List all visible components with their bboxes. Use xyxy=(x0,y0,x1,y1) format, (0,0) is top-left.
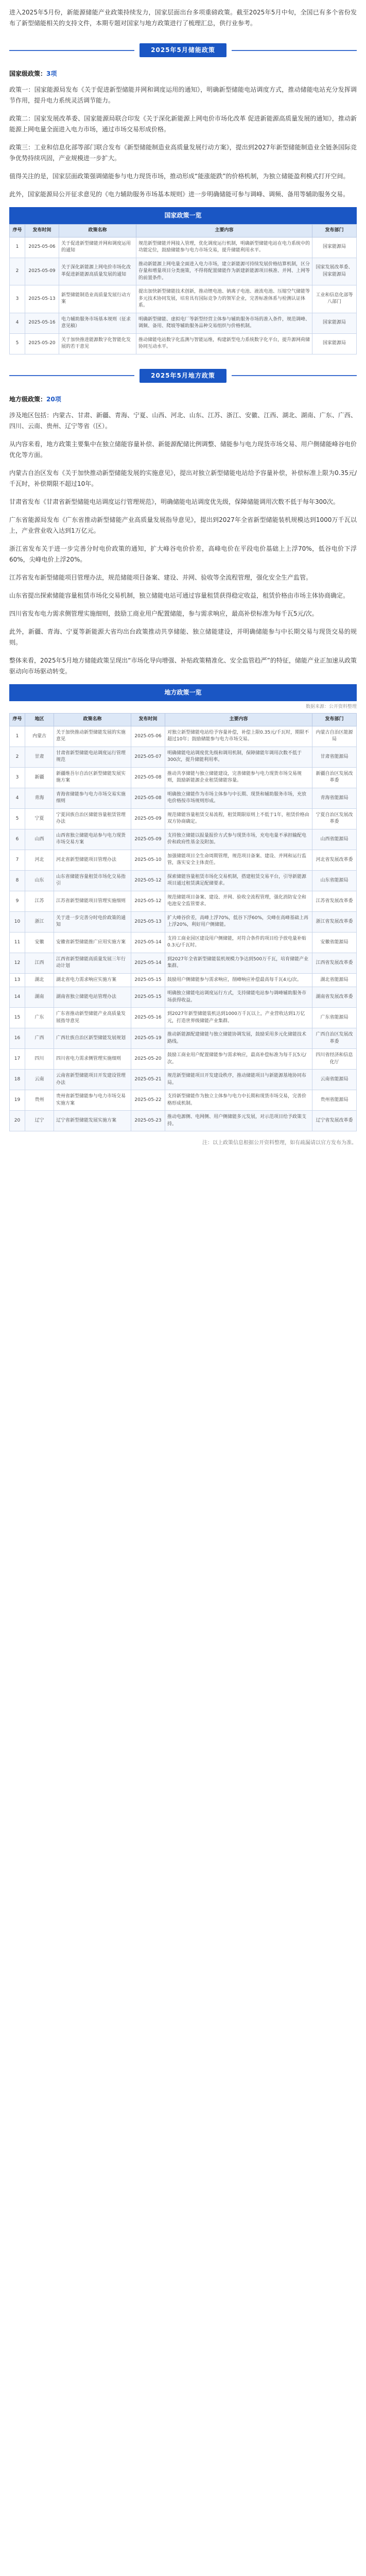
table-cell: 广东省能源局 xyxy=(312,1008,357,1028)
table-cell: 江西 xyxy=(25,953,54,973)
table-cell: 2025-05-12 xyxy=(131,891,165,911)
table-cell: 支持独立储能以报量报价方式参与现货市场，充电电量不承担输配电价和政府性基金及附加。 xyxy=(165,829,312,850)
table-cell: 支持新型储能作为独立主体参与电力中长期和现货市场交易，完善价格形成机制。 xyxy=(165,1090,312,1111)
divider xyxy=(232,50,357,51)
table-cell: 2025-05-23 xyxy=(131,1111,165,1131)
table-row xyxy=(10,258,357,285)
table-cell: 新疆 xyxy=(25,767,54,788)
table-cell: 安徽 xyxy=(25,932,54,953)
local-table-title: 地方政策一览 xyxy=(9,684,357,701)
table-cell: 2025-05-08 xyxy=(131,767,165,788)
national-policy-table xyxy=(9,224,357,354)
table-cell: 宁夏回族自治区储能容量租赁管理办法 xyxy=(54,808,131,829)
table-row xyxy=(10,808,357,829)
national-policy-count: 国家级政策：3项 xyxy=(9,70,57,77)
body-paragraph: 政策三：工业和信息化部等部门联合发布《新型储能制造业高质量发展行动方案》，提出到2027年新型储能制造业全链条国际竞争优势持续巩固，产业规模进一步扩大。 xyxy=(9,144,357,162)
body-paragraph: 广东省能源局发布《广东省推动新型储能产业高质量发展指导意见》，提出到2027年全省新型储能装机规模达到1000万千瓦以上，产业营业收入达到1万亿元。 xyxy=(9,516,357,534)
table-cell: 探索储能容量租赁市场化交易机制，搭建租赁交易平台，引导新能源项目通过租赁满足配储要求。 xyxy=(165,870,312,891)
table-cell: 辽宁 xyxy=(25,1111,54,1131)
table-cell: 支持工商业园区建设用户侧储能，对符合条件的项目给予放电量补贴0.3元/千瓦时。 xyxy=(165,932,312,953)
table-row xyxy=(10,237,357,258)
table-cell: 2025-05-20 xyxy=(131,1049,165,1070)
table-cell: 关于加快推动新型储能发展的实施意见 xyxy=(54,726,131,747)
table-cell: 13 xyxy=(10,973,25,987)
table-cell: 加强储能项目全生命周期管理，规范项目备案、建设、并网和运行监管，落实安全主体责任。 xyxy=(165,850,312,870)
table-cell: 国家能源局 xyxy=(312,333,357,354)
table-cell: 关于深化新能源上网电价市场化改革促进新能源高质量发展的通知 xyxy=(59,258,136,285)
column-header: 主要内容 xyxy=(165,714,312,726)
table-row xyxy=(10,1111,357,1131)
table-row xyxy=(10,1049,357,1070)
table-row xyxy=(10,1028,357,1049)
table-cell: 2025-05-19 xyxy=(131,1028,165,1049)
table-cell: 青海省能源局 xyxy=(312,788,357,808)
table-cell: 浙江省发展改革委 xyxy=(312,911,357,932)
table-cell: 湖南 xyxy=(25,987,54,1008)
table-cell: 甘肃 xyxy=(25,747,54,767)
table-cell: 4 xyxy=(10,313,25,333)
table-row xyxy=(10,987,357,1008)
table-row xyxy=(10,932,357,953)
table-cell: 到2027年全省新型储能装机规模力争达到500万千瓦，培育储能产业集群。 xyxy=(165,953,312,973)
table-cell: 江西省新型储能高质量发展三年行动计划 xyxy=(54,953,131,973)
table-cell: 贵州省能源局 xyxy=(312,1090,357,1111)
table-row xyxy=(10,973,357,987)
table-cell: 湖南省发展改革委 xyxy=(312,987,357,1008)
table-cell: 电力辅助服务市场基本规则（征求意见稿） xyxy=(59,313,136,333)
table-row xyxy=(10,1008,357,1028)
table-cell: 3 xyxy=(10,767,25,788)
table-cell: 2025-05-15 xyxy=(131,973,165,987)
table-cell: 鼓励用户侧储能参与需求响应，削峰响应补偿最高每千瓦4元/次。 xyxy=(165,973,312,987)
table-cell: 10 xyxy=(10,911,25,932)
table-cell: 2025-05-20 xyxy=(25,333,59,354)
table-cell: 2025-05-15 xyxy=(131,987,165,1008)
body-paragraph: 甘肃省发布《甘肃省新型储能电站调度运行管理规范》，明确储能电站调度优先级，保障储能调用次数不低于每年300次。 xyxy=(9,498,339,505)
table-cell: 河北省发展改革委 xyxy=(312,850,357,870)
section-title: 2025年5月储能政策 xyxy=(140,43,226,57)
table-cell: 广西壮族自治区新型储能发展规划 xyxy=(54,1028,131,1049)
table-cell: 2 xyxy=(10,747,25,767)
table-row xyxy=(10,911,357,932)
table-cell: 四川 xyxy=(25,1049,54,1070)
table-cell: 内蒙古自治区能源局 xyxy=(312,726,357,747)
table-cell: 1 xyxy=(10,237,25,258)
table-cell: 5 xyxy=(10,808,25,829)
table-cell: 新型储能制造业高质量发展行动方案 xyxy=(59,285,136,313)
table-cell: 5 xyxy=(10,333,25,354)
table-cell: 四川省经济和信息化厅 xyxy=(312,1049,357,1070)
table-row xyxy=(10,313,357,333)
table-cell: 山东省储能容量租赁市场化交易指引 xyxy=(54,870,131,891)
table-cell: 山东省能源局 xyxy=(312,870,357,891)
table-row xyxy=(10,747,357,767)
table-row xyxy=(10,953,357,973)
table-cell: 明确新型储能、虚拟电厂等新型经营主体参与辅助服务市场的准入条件，规范调峰、调频、备用、爬坡等辅助服务品种交易组织与价格机制。 xyxy=(136,313,312,333)
table-cell: 山东 xyxy=(25,870,54,891)
table-row xyxy=(10,788,357,808)
local-policy-table xyxy=(9,713,357,1131)
section-title-band xyxy=(9,43,357,57)
table-cell: 江苏省发展改革委 xyxy=(312,891,357,911)
table-cell: 2025-05-16 xyxy=(25,313,59,333)
table-cell: 2025-05-09 xyxy=(131,808,165,829)
body-paragraph: 整体来看，2025年5月地方储能政策呈现出“市场化导向增强、补贴政策精准化、安全监管趋严”的特征，储能产业正加速从政策驱动向市场驱动转变。 xyxy=(9,656,357,675)
table-cell: 6 xyxy=(10,829,25,850)
table-cell: 11 xyxy=(10,932,25,953)
table-cell: 关于加快推进能源数字化智能化发展的若干意见 xyxy=(59,333,136,354)
table-header-row xyxy=(10,225,357,238)
column-header: 发布时间 xyxy=(131,714,165,726)
table-cell: 辽宁省发展改革委 xyxy=(312,1111,357,1131)
table-cell: 2025-05-16 xyxy=(131,1008,165,1028)
table-cell: 云南省新型储能项目开发建设管理办法 xyxy=(54,1070,131,1090)
table-cell: 广西 xyxy=(25,1028,54,1049)
column-header: 发布部门 xyxy=(312,714,357,726)
table-source: 数据来源：公开资料整理 xyxy=(305,704,357,709)
table-cell: 山西省独立储能电站参与电力现货市场交易方案 xyxy=(54,829,131,850)
table-cell: 新疆维吾尔自治区新型储能发展实施方案 xyxy=(54,767,131,788)
column-header: 政策名称 xyxy=(54,714,131,726)
table-cell: 明确独立储能作为市场主体参与中长期、现货和辅助服务市场，充放电价格按市场规则形成。 xyxy=(165,788,312,808)
body-paragraph: 从内容来看，地方政策主要集中在独立储能容量补偿、新能源配储比例调整、储能参与电力现货市场交易、用户侧储能峰谷电价优化等方面。 xyxy=(9,440,357,459)
table-cell: 2025-05-13 xyxy=(25,285,59,313)
table-cell: 2025-05-06 xyxy=(131,726,165,747)
table-cell: 辽宁省新型储能发展实施方案 xyxy=(54,1111,131,1131)
table-cell: 12 xyxy=(10,953,25,973)
column-header: 政策名称 xyxy=(59,225,136,238)
table-cell: 关于促进新型储能并网和调度运用的通知 xyxy=(59,237,136,258)
table-row xyxy=(10,333,357,354)
table-cell: 扩大峰谷价差，高峰上浮70%，低谷下浮60%，尖峰在高峰基础上再上浮20%，利好用户侧储能。 xyxy=(165,911,312,932)
table-cell: 云南省能源局 xyxy=(312,1070,357,1090)
section-title: 2025年5月地方政策 xyxy=(140,369,226,383)
divider xyxy=(9,375,134,376)
table-cell: 浙江 xyxy=(25,911,54,932)
footer-note: 注：以上政策信息根据公开资料整理，如有疏漏请以官方发布为准。 xyxy=(202,1140,357,1146)
table-cell: 提出加快新型储能技术创新，推动锂电池、钠离子电池、液流电池、压缩空气储能等多元技术协同发展，培育具有国际竞争力的领军企业，完善标准体系与检测认证体系。 xyxy=(136,285,312,313)
table-cell: 关于进一步完善分时电价政策的通知 xyxy=(54,911,131,932)
table-row xyxy=(10,829,357,850)
table-cell: 宁夏 xyxy=(25,808,54,829)
column-header: 主要内容 xyxy=(136,225,312,238)
table-cell: 1 xyxy=(10,726,25,747)
table-cell: 国家发展改革委、国家能源局 xyxy=(312,258,357,285)
table-cell: 规范新型储能项目开发建设秩序，推动储能项目与新能源基地协同布局。 xyxy=(165,1070,312,1090)
table-cell: 规范储能项目备案、建设、并网、验收全流程管理，强化消防安全和电池安全监管要求。 xyxy=(165,891,312,911)
table-cell: 4 xyxy=(10,788,25,808)
column-header: 发布时间 xyxy=(25,225,59,238)
body-paragraph: 此外，新疆、青海、宁夏等新能源大省均出台政策推动共享储能、独立储能建设，并明确储能参与中长期交易与现货交易的规则。 xyxy=(9,628,357,646)
table-cell: 2025-05-14 xyxy=(131,953,165,973)
local-paragraphs xyxy=(9,410,357,677)
table-row xyxy=(10,891,357,911)
table-cell: 江苏省新型储能项目管理实施细则 xyxy=(54,891,131,911)
table-cell: 湖北 xyxy=(25,973,54,987)
table-cell: 2025-05-14 xyxy=(131,932,165,953)
table-cell: 明确储能电站调度优先级和调用机制，保障储能年调用次数不低于300次，提升储能利用率。 xyxy=(165,747,312,767)
body-paragraph: 政策二：国家发展改革委、国家能源局联合印发《关于深化新能源上网电价市场化改革 促进新能源高质量发展的通知》，推动新能源上网电量全面进入电力市场，通过市场交易形成价格。 xyxy=(9,115,357,133)
table-row xyxy=(10,1070,357,1090)
column-header: 发布部门 xyxy=(312,225,357,238)
table-cell: 17 xyxy=(10,1049,25,1070)
table-row xyxy=(10,870,357,891)
national-table-title: 国家政策一览 xyxy=(9,207,357,224)
table-cell: 明确独立储能电站调度运行方式，支持储能电站参与调峰辅助服务市场获得收益。 xyxy=(165,987,312,1008)
table-cell: 工业和信息化部等八部门 xyxy=(312,285,357,313)
table-cell: 鼓励工商业用户配置储能参与需求响应，最高补偿标准为每千瓦5元/次。 xyxy=(165,1049,312,1070)
table-cell: 2025-05-06 xyxy=(25,237,59,258)
table-cell: 国家能源局 xyxy=(312,313,357,333)
body-paragraph: 内蒙古自治区发布《关于加快推动新型储能发展的实施意见》，提出对独立新型储能电站给予容量补偿，补偿标准上限为0.35元/千瓦时，补偿期限不超过10年。 xyxy=(9,469,357,487)
table-cell: 2025-05-09 xyxy=(25,258,59,285)
column-header: 序号 xyxy=(10,714,25,726)
table-cell: 广东 xyxy=(25,1008,54,1028)
table-cell: 四川省电力需求侧管理实施细则 xyxy=(54,1049,131,1070)
column-header: 地区 xyxy=(25,714,54,726)
table-row xyxy=(10,285,357,313)
table-cell: 2025-05-08 xyxy=(131,788,165,808)
table-cell: 甘肃省新型储能电站调度运行管理规范 xyxy=(54,747,131,767)
table-cell: 2025-05-10 xyxy=(131,850,165,870)
table-cell: 新疆自治区发展改革委 xyxy=(312,767,357,788)
table-cell: 推动新能源配建储能与独立储能协调发展，鼓励采用多元化储能技术路线。 xyxy=(165,1028,312,1049)
intro-paragraph: 进入2025年5月份，新能源储能产业政策持续发力，国家层面出台多项重磅政策。截至2025年5月中旬，全国已有多个省份发布了新型储能相关的支持文件，本期专题对国家与地方政策进行了梳理汇总，供行业参考。 xyxy=(9,9,357,27)
section-title-band xyxy=(9,369,357,383)
table-cell: 9 xyxy=(10,891,25,911)
table-cell: 河北 xyxy=(25,850,54,870)
table-cell: 2025-05-12 xyxy=(131,870,165,891)
table-cell: 2025-05-21 xyxy=(131,1070,165,1090)
table-cell: 安徽省新型储能推广应用实施方案 xyxy=(54,932,131,953)
table-cell: 湖北省电力需求响应实施方案 xyxy=(54,973,131,987)
body-paragraph: 山东省提出探索储能容量租赁市场化交易机制，独立储能电站可通过容量租赁获得稳定收益，租赁价格由市场主体协商确定。 xyxy=(9,591,350,599)
table-cell: 8 xyxy=(10,870,25,891)
table-cell: 2025-05-09 xyxy=(131,829,165,850)
table-cell: 7 xyxy=(10,850,25,870)
table-cell: 国家能源局 xyxy=(312,237,357,258)
table-cell: 贵州省新型储能参与电力市场交易实施方案 xyxy=(54,1090,131,1111)
table-cell: 青海 xyxy=(25,788,54,808)
table-cell: 16 xyxy=(10,1028,25,1049)
table-cell: 内蒙古 xyxy=(25,726,54,747)
body-paragraph: 涉及地区包括：内蒙古、甘肃、新疆、青海、宁夏、山西、河北、山东、江苏、浙江、安徽、江西、湖北、湖南、广东、广西、四川、云南、贵州、辽宁等省（区）。 xyxy=(9,411,357,430)
table-cell: 山西省能源局 xyxy=(312,829,357,850)
table-cell: 18 xyxy=(10,1070,25,1090)
table-row xyxy=(10,1090,357,1111)
table-cell: 20 xyxy=(10,1111,25,1131)
table-cell: 安徽省能源局 xyxy=(312,932,357,953)
article xyxy=(0,0,366,1163)
table-cell: 广西自治区发展改革委 xyxy=(312,1028,357,1049)
table-cell: 对独立新型储能电站给予容量补偿，补偿上限0.35元/千瓦时，期限不超过10年；鼓励储能参与电力市场交易。 xyxy=(165,726,312,747)
table-cell: 14 xyxy=(10,987,25,1008)
table-cell: 山西 xyxy=(25,829,54,850)
table-cell: 15 xyxy=(10,1008,25,1028)
table-cell: 推动储能电站数字化监测与智能运维，构建新型电力系统数字化平台，提升源网荷储协同互动水平。 xyxy=(136,333,312,354)
table-cell: 推动电源侧、电网侧、用户侧储能多元发展，对示范项目给予政策支持。 xyxy=(165,1111,312,1131)
table-cell: 3 xyxy=(10,285,25,313)
table-row xyxy=(10,767,357,788)
body-paragraph: 江苏省发布新型储能项目管理办法，规范储能项目备案、建设、并网、验收等全流程管理，强化安全生产监管。 xyxy=(9,573,312,581)
table-cell: 广东省推动新型储能产业高质量发展指导意见 xyxy=(54,1008,131,1028)
table-cell: 宁夏自治区发展改革委 xyxy=(312,808,357,829)
table-cell: 湖南省独立储能电站管理办法 xyxy=(54,987,131,1008)
table-cell: 青海省储能参与电力市场交易实施细则 xyxy=(54,788,131,808)
body-paragraph: 四川省发布电力需求侧管理实施细则，鼓励工商业用户配置储能，参与需求响应，最高补偿标准为每千瓦5元/次。 xyxy=(9,609,318,617)
table-cell: 贵州 xyxy=(25,1090,54,1111)
national-paragraphs xyxy=(9,84,357,200)
body-paragraph: 此外，国家能源局公开征求意见的《电力辅助服务市场基本规则》进一步明确储能可参与调峰、调频、备用等辅助服务交易。 xyxy=(9,191,350,198)
table-cell: 19 xyxy=(10,1090,25,1111)
table-header-row xyxy=(10,714,357,726)
table-cell: 2 xyxy=(10,258,25,285)
divider xyxy=(232,375,357,376)
table-cell: 云南 xyxy=(25,1070,54,1090)
table-cell: 河北省新型储能项目管理办法 xyxy=(54,850,131,870)
body-paragraph: 政策一：国家能源局发布《关于促进新型储能并网和调度运用的通知》，明确新型储能电站调度方式，推动储能电站充分发挥调节作用，提升电力系统灵活调节能力。 xyxy=(9,86,357,104)
table-row xyxy=(10,850,357,870)
table-cell: 2025-05-07 xyxy=(131,747,165,767)
body-paragraph: 浙江省发布关于进一步完善分时电价政策的通知，扩大峰谷电价价差，高峰电价在平段电价基础上上浮70%，低谷电价下浮60%，尖峰电价上浮20%。 xyxy=(9,545,357,563)
table-cell: 到2027年新型储能装机达到1000万千瓦以上，产业营收达到1万亿元，打造世界级储能产业集群。 xyxy=(165,1008,312,1028)
local-policy-count: 地方级政策：20项 xyxy=(9,395,61,403)
table-cell: 推动新能源上网电量全面进入电力市场，建立新能源可持续发展价格结算机制，区分存量和增量项目分类施策，不得将配置储能作为新建新能源项目核准、并网、上网等的前置条件。 xyxy=(136,258,312,285)
divider xyxy=(9,50,134,51)
table-cell: 江苏 xyxy=(25,891,54,911)
table-cell: 2025-05-13 xyxy=(131,911,165,932)
table-cell: 规范新型储能并网接入管理，优化调度运行机制，明确新型储能电站在电力系统中的功能定位，鼓励储能参与电力市场交易，提升储能利用水平。 xyxy=(136,237,312,258)
table-cell: 江西省发展改革委 xyxy=(312,953,357,973)
table-cell: 湖北省能源局 xyxy=(312,973,357,987)
table-cell: 推动共享储能与独立储能建设，完善储能参与电力现货市场交易规则，鼓励新能源企业租赁储能容量。 xyxy=(165,767,312,788)
table-cell: 2025-05-22 xyxy=(131,1090,165,1111)
table-row xyxy=(10,726,357,747)
body-paragraph: 值得关注的是，国家层面政策强调储能参与电力现货市场，推动形成“能涨能跌”的价格机制，为独立储能盈利模式打开空间。 xyxy=(9,173,350,180)
column-header: 序号 xyxy=(10,225,25,238)
table-cell: 甘肃省能源局 xyxy=(312,747,357,767)
table-cell: 规范储能容量租赁交易流程，租赁期限原则上不低于1年，租赁价格由双方协商确定。 xyxy=(165,808,312,829)
